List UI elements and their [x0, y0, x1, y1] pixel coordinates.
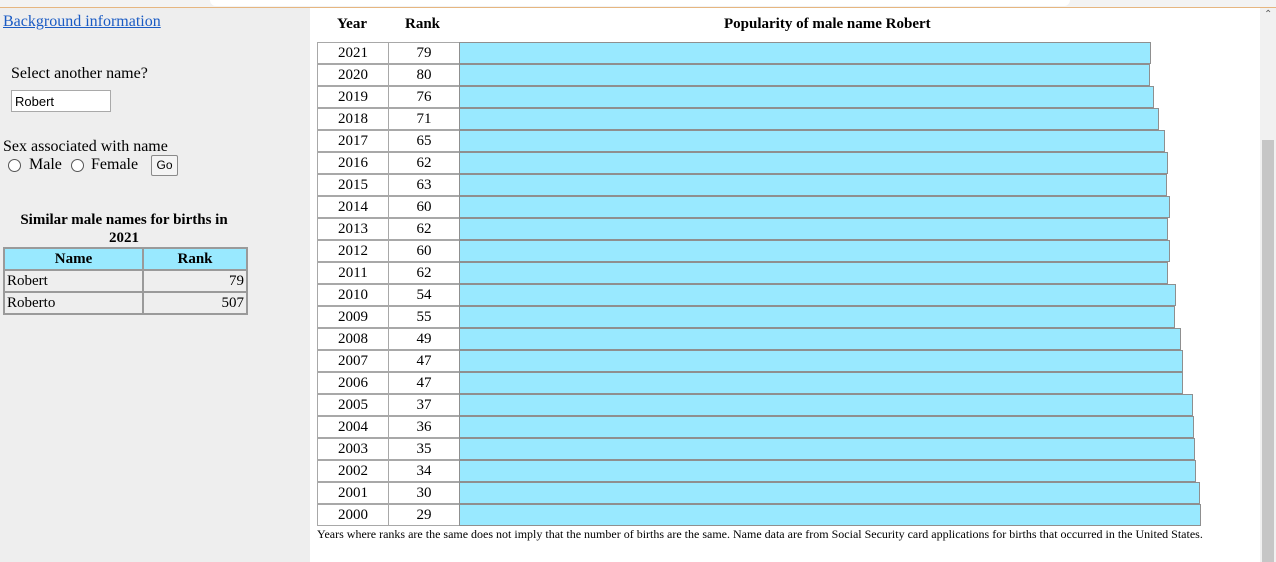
popularity-bar: [459, 130, 1165, 152]
rank-cell: 55: [388, 306, 460, 328]
name-input[interactable]: [11, 90, 111, 112]
rank-cell: 71: [388, 108, 460, 130]
popularity-bar: [459, 240, 1170, 262]
similar-name-cell[interactable]: Roberto: [4, 292, 143, 314]
left-panel: [0, 8, 310, 562]
year-cell: 2008: [317, 328, 389, 350]
year-cell: 2006: [317, 372, 389, 394]
rank-cell: 60: [388, 196, 460, 218]
popularity-bar: [459, 460, 1196, 482]
popularity-bar: [459, 86, 1154, 108]
year-cell: 2005: [317, 394, 389, 416]
popularity-bar: [459, 328, 1181, 350]
year-cell: 2000: [317, 504, 389, 526]
male-label: Male: [29, 156, 62, 173]
similar-name-cell[interactable]: Robert: [4, 270, 143, 292]
popularity-bar: [459, 196, 1170, 218]
rank-cell: 36: [388, 416, 460, 438]
year-cell: 2017: [317, 130, 389, 152]
year-cell: 2011: [317, 262, 389, 284]
chart-title: Popularity of male name Robert: [724, 16, 931, 32]
year-column-header: Year: [337, 16, 367, 32]
rank-cell: 76: [388, 86, 460, 108]
popularity-bar: [459, 152, 1168, 174]
rank-cell: 63: [388, 174, 460, 196]
popularity-bar: [459, 284, 1176, 306]
select-name-label: Select another name?: [11, 65, 148, 82]
year-cell: 2012: [317, 240, 389, 262]
similar-names-table: [3, 247, 248, 315]
popularity-bar: [459, 394, 1193, 416]
rank-cell: 62: [388, 218, 460, 240]
female-radio[interactable]: [71, 159, 84, 172]
year-cell: 2001: [317, 482, 389, 504]
footnote: Years where ranks are the same does not imply that the number of births are the same. Name data are from Social Security card applications for births that occurred in the United States.: [317, 527, 1203, 541]
address-bar-edge: [210, 0, 1070, 6]
rank-cell: 65: [388, 130, 460, 152]
year-cell: 2019: [317, 86, 389, 108]
similar-names-title: [4, 211, 244, 247]
similar-rank-cell: 507: [143, 292, 247, 314]
popularity-bar: [459, 42, 1151, 64]
year-cell: 2002: [317, 460, 389, 482]
similar-col-rank: Rank: [143, 248, 247, 270]
female-label: Female: [91, 156, 139, 173]
rank-cell: 30: [388, 482, 460, 504]
year-cell: 2004: [317, 416, 389, 438]
year-cell: 2014: [317, 196, 389, 218]
year-cell: 2003: [317, 438, 389, 460]
year-cell: 2015: [317, 174, 389, 196]
rank-cell: 80: [388, 64, 460, 86]
popularity-bar: [459, 174, 1167, 196]
year-cell: 2010: [317, 284, 389, 306]
similar-header-row: [4, 248, 247, 270]
popularity-bar: [459, 262, 1168, 284]
rank-cell: 47: [388, 372, 460, 394]
year-cell: 2020: [317, 64, 389, 86]
sex-label: Sex associated with name: [3, 138, 168, 155]
table-row[interactable]: [4, 270, 247, 292]
table-row[interactable]: [4, 292, 247, 314]
similar-col-name: Name: [4, 248, 143, 270]
scrollbar-thumb[interactable]: [1262, 140, 1274, 562]
popularity-bar: [459, 504, 1201, 526]
rank-column-header: Rank: [405, 16, 441, 32]
year-cell: 2016: [317, 152, 389, 174]
rank-cell: 62: [388, 152, 460, 174]
popularity-bar: [459, 438, 1195, 460]
rank-cell: 54: [388, 284, 460, 306]
similar-title-line1: Similar male names for births in: [20, 212, 228, 228]
rank-cell: 62: [388, 262, 460, 284]
year-cell: 2007: [317, 350, 389, 372]
rank-cell: 47: [388, 350, 460, 372]
popularity-bar: [459, 372, 1183, 394]
similar-rank-cell: 79: [143, 270, 247, 292]
rank-cell: 60: [388, 240, 460, 262]
year-cell: 2021: [317, 42, 389, 64]
popularity-bar: [459, 350, 1183, 372]
rank-cell: 29: [388, 504, 460, 526]
popularity-bar: [459, 306, 1175, 328]
similar-title-line2: 2021: [109, 230, 139, 246]
rank-cell: 79: [388, 42, 460, 64]
background-information-link[interactable]: Background information: [3, 13, 161, 30]
popularity-bar: [459, 218, 1168, 240]
go-button[interactable]: Go: [151, 155, 178, 176]
male-radio[interactable]: [8, 159, 21, 172]
rank-cell: 49: [388, 328, 460, 350]
year-cell: 2009: [317, 306, 389, 328]
year-cell: 2013: [317, 218, 389, 240]
popularity-bar: [459, 482, 1200, 504]
popularity-bar: [459, 108, 1159, 130]
year-cell: 2018: [317, 108, 389, 130]
rank-cell: 34: [388, 460, 460, 482]
popularity-bar: [459, 416, 1194, 438]
scroll-up-arrow-icon[interactable]: ⌃: [1264, 9, 1273, 20]
popularity-bar: [459, 64, 1150, 86]
rank-cell: 37: [388, 394, 460, 416]
rank-cell: 35: [388, 438, 460, 460]
